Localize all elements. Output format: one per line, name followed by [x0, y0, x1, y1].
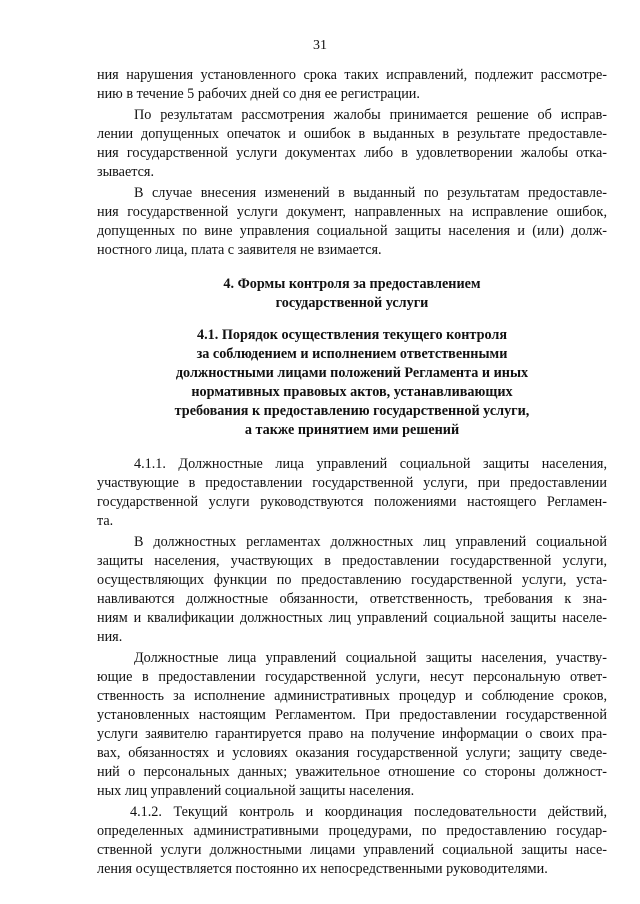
text-line: государственной услуги руководствуются положениями настоящего Регламен- [97, 494, 607, 510]
text-line: ниям и квалификации должностных лиц управлений социальной защиты населе- [97, 610, 607, 626]
subsection-heading: должностными лицами положений Регламента и иных [175, 365, 529, 381]
text-line: ния. [97, 629, 123, 645]
text-line: ния государственной услуги документ, направленных на исправление ошибок, [97, 204, 607, 220]
text-line: лении допущенных опечаток и ошибок в выданных в результате предоставле- [97, 126, 607, 142]
subsection-heading: нормативных правовых актов, устанавливающих [191, 384, 513, 400]
subsection-heading: 4.1. Порядок осуществления текущего контроля [197, 327, 507, 343]
text-line: ления осуществляется постоянно их непосредственными руководителями. [97, 861, 548, 877]
text-line: ний о персональных данных; уважительное отношение со стороны должност- [97, 764, 607, 780]
section-heading: 4. Формы контроля за предоставлением [223, 276, 481, 292]
text-line: По результатам рассмотрения жалобы принимается решение об исправ- [134, 107, 607, 123]
text-line: та. [97, 513, 114, 529]
subsection-heading: за соблюдением и исполнением ответственными [196, 346, 508, 362]
section-heading: государственной услуги [275, 295, 429, 311]
text-line: зывается. [97, 164, 154, 180]
text-line: ственной услуги должностными лицами управлений социальной защиты насе- [97, 842, 607, 858]
text-line: ющие в предоставлении государственной услуги, несут персональную ответ- [97, 669, 607, 685]
text-line: установленных настоящим Регламентом. При предоставлении государственной [97, 707, 607, 723]
text-line: В случае внесения изменений в выданный по результатам предоставле- [134, 185, 607, 201]
text-line: ных лиц управлений социальной защиты населения. [97, 783, 415, 799]
subsection-heading: требования к предоставлению государственной услуги, [174, 403, 530, 419]
text-line: осуществляющих функции по предоставлению государственной услуги, уста- [97, 572, 607, 588]
text-line: нию в течение 5 рабочих дней со дня ее регистрации. [97, 86, 420, 102]
text-line: участвующие в предоставлении государственной услуги, при предоставлении [97, 475, 607, 491]
text-line: защиты населения, участвующих в предоставлении государственной услуги, [97, 553, 607, 569]
text-line: 4.1.1. Должностные лица управлений социальной защиты населения, [134, 456, 607, 472]
text-line: ния государственной услуги документах либо в удовлетворении жалобы отка- [97, 145, 607, 161]
text-line: вах, обязанностях и условиях оказания государственной услуги; защиту сведе- [97, 745, 607, 761]
text-line: 4.1.2. Текущий контроль и координация последовательности действий, [130, 804, 607, 820]
text-line: ностного лица, плата с заявителя не взимается. [97, 242, 382, 258]
text-line: навливаются должностные обязанности, ответственность, требования к зна- [97, 591, 607, 607]
text-line: услуги заявителю гарантируется право на получение информации о своих пра- [97, 726, 607, 742]
text-line: определенных административными процедурами, по предоставлению государ- [97, 823, 607, 839]
subsection-heading: а также принятием ими решений [244, 422, 460, 438]
text-line: ственность за исполнение административных процедур и соблюдение сроков, [97, 688, 607, 704]
text-line: В должностных регламентах должностных лиц управлений социальной [134, 534, 607, 550]
text-line: Должностные лица управлений социальной защиты населения, участву- [134, 650, 607, 666]
page-number: 31 [313, 38, 327, 53]
text-line: допущенных по вине управления социальной защиты населения и (или) долж- [97, 223, 607, 239]
text-line: ния нарушения установленного срока таких исправлений, подлежит рассмотре- [97, 67, 607, 83]
